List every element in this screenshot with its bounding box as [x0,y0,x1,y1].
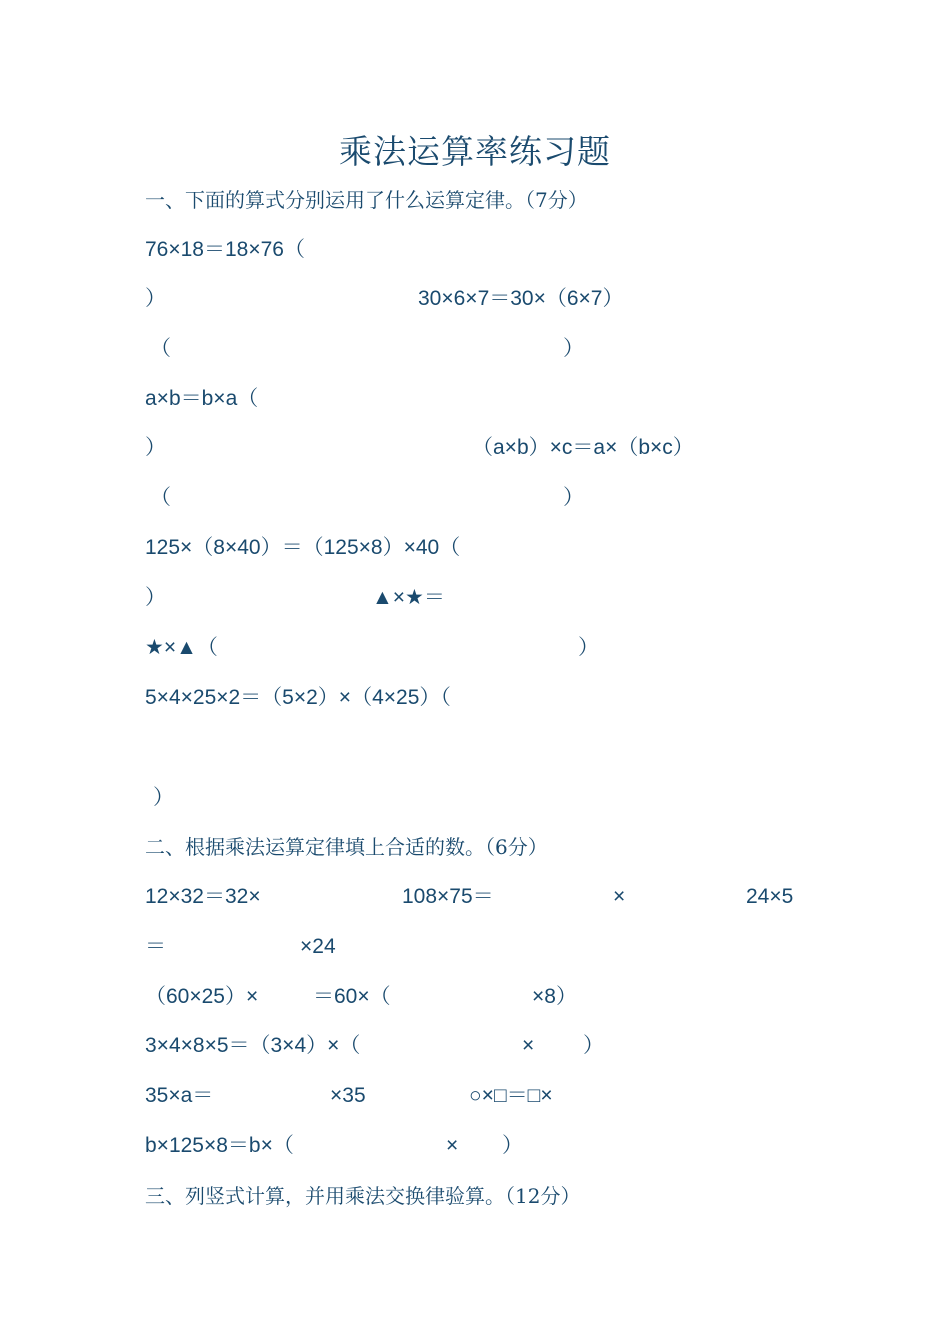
s2-item-5: 3×4×8×5＝（3×4）×（ [145,1034,361,1057]
s2-item-5-close: ） [583,1034,604,1057]
s2-item-3: 24×5 [746,885,794,908]
s1-close-paren-3: ） [145,436,166,459]
s2-item-3-times: ×24 [300,935,336,958]
s1-expression-3: a×b＝b×a（ [145,387,259,410]
s2-item-5-times: × [522,1034,535,1057]
page-title: 乘法运算率练习题 [339,132,611,171]
section-3-heading: 三、列竖式计算，并用乘法交换律验算。（12分） [145,1184,581,1208]
s1-close-paren-1: ） [145,287,166,310]
s2-item-4-close: ×8） [532,985,577,1008]
s1-expression-5: 125×（8×40）＝（125×8）×40（ [145,536,461,559]
s2-item-6-times: ×35 [330,1084,366,1107]
s1-close-paren-2: ） [563,337,584,360]
s1-close-paren-6: ） [578,636,599,659]
s1-close-paren-4: ） [563,486,584,509]
s1-expression-4: （a×b）×c＝a×（b×c） [472,436,694,459]
s1-close-paren-5: ） [145,586,166,609]
section-2-heading: 二、根据乘法运算定律填上合适的数。（6分） [145,835,548,859]
s1-open-paren-2: （ [150,337,171,360]
s2-item-6: 35×a＝ [145,1084,214,1107]
section-1-heading: 一、下面的算式分别运用了什么运算定律。（7分） [145,188,588,212]
s2-item-3-equals: ＝ [145,935,166,958]
s1-expression-2: 30×6×7＝30×（6×7） [418,287,624,310]
s2-item-1: 12×32＝32× [145,885,261,908]
s1-expression-7: 5×4×25×2＝（5×2）×（4×25）（ [145,686,451,709]
s2-item-7: ○×□＝□× [469,1084,553,1107]
s2-item-2: 108×75＝ [402,885,494,908]
s1-expression-6a: ▲×★＝ [372,586,445,609]
s1-close-paren-7: ） [153,786,174,809]
s1-expression-6b: ★×▲（ [145,636,218,659]
s2-item-4-equals: ＝60×（ [313,985,391,1008]
s2-item-8-close: ） [502,1134,523,1157]
s1-open-paren-4: （ [150,486,171,509]
s2-item-8: b×125×8＝b×（ [145,1134,294,1157]
s2-item-8-times: × [446,1134,459,1157]
s2-item-2-times: × [613,885,626,908]
s1-expression-1: 76×18＝18×76（ [145,238,305,261]
s2-item-4: （60×25）× [145,985,259,1008]
